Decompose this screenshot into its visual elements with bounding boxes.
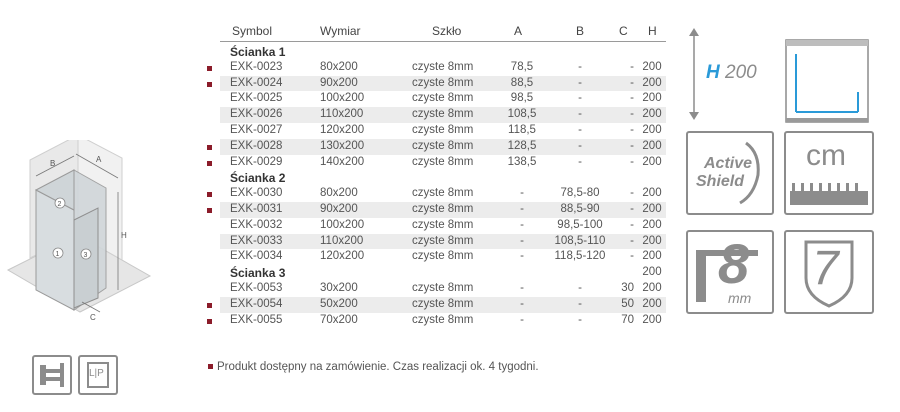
table-row <box>220 218 666 234</box>
mounting-icon <box>32 355 72 395</box>
cell-b: - <box>578 155 582 168</box>
cell-dimension: 130x200 <box>320 139 365 152</box>
cell-h: 200 <box>642 76 662 89</box>
cell-dimension: 110x200 <box>320 234 364 247</box>
cell-dimension: 30x200 <box>320 282 358 294</box>
cell-b: 118,5-120 <box>554 250 606 263</box>
cell-glass: czyste 8mm <box>412 203 474 215</box>
table-row <box>220 249 666 265</box>
cell-b: - <box>578 124 582 136</box>
cell-symbol: EXK-0033 <box>230 234 283 247</box>
height-arrow-icon <box>684 28 704 120</box>
diagram-label-a: A <box>96 155 102 164</box>
cell-a: - <box>520 203 524 215</box>
cell-glass: czyste 8mm <box>412 313 474 326</box>
cell-glass: czyste 8mm <box>412 124 474 136</box>
lp-label: L|P <box>89 368 104 379</box>
table-row <box>220 91 666 107</box>
cell-b: - <box>578 297 582 310</box>
order-only-marker <box>207 82 212 87</box>
cell-c: - <box>630 155 634 168</box>
section3-height: 200 <box>642 266 662 279</box>
cell-symbol: EXK-0034 <box>230 250 283 263</box>
diagram-label-b: B <box>50 159 56 168</box>
table-row <box>220 234 666 250</box>
header-b: B <box>576 24 585 38</box>
cell-c: 70 <box>621 313 634 326</box>
cell-c: 30 <box>621 282 634 294</box>
cell-b: 88,5-90 <box>560 203 600 215</box>
cell-b: - <box>578 108 582 121</box>
header-glass: Szkło <box>432 24 462 38</box>
cell-h: 200 <box>642 313 662 326</box>
table-row <box>220 202 666 218</box>
cell-symbol: EXK-0028 <box>230 139 283 152</box>
cell-dimension: 140x200 <box>320 155 365 168</box>
cell-glass: czyste 8mm <box>412 60 474 73</box>
cell-dimension: 90x200 <box>320 76 358 89</box>
cell-symbol: EXK-0055 <box>230 313 283 326</box>
cell-glass: czyste 8mm <box>412 108 474 121</box>
cell-symbol: EXK-0025 <box>230 92 283 105</box>
cell-b: - <box>578 282 582 294</box>
cell-b: - <box>578 76 582 89</box>
cell-c: - <box>630 203 634 215</box>
cell-b: 98,5-100 <box>557 218 603 231</box>
cell-dimension: 80x200 <box>320 187 358 200</box>
cell-a: - <box>520 297 524 310</box>
thickness-unit: mm <box>728 290 752 306</box>
cell-c: - <box>630 218 634 231</box>
cell-a: 108,5 <box>507 108 537 121</box>
cell-h: 200 <box>642 218 662 231</box>
cell-a: - <box>520 187 524 200</box>
cell-symbol: EXK-0032 <box>230 218 283 231</box>
diagram-panel-3: 3 <box>83 252 88 259</box>
cell-glass: czyste 8mm <box>412 250 474 263</box>
cell-glass: czyste 8mm <box>412 187 474 200</box>
cell-c: - <box>630 92 634 105</box>
cell-glass: czyste 8mm <box>412 92 474 105</box>
cell-dimension: 90x200 <box>320 203 358 215</box>
order-only-marker <box>207 303 212 308</box>
table-row <box>220 123 666 139</box>
cell-c: - <box>630 60 634 73</box>
height-badge <box>706 62 757 84</box>
cell-glass: czyste 8mm <box>412 139 474 152</box>
left-right-reversible-icon <box>78 355 118 395</box>
order-only-marker <box>207 145 212 150</box>
footnote-text: Produkt dostępny na zamówienie. Czas realizacji ok. 4 tygodni. <box>217 361 539 373</box>
order-only-marker <box>207 192 212 197</box>
cell-h: 200 <box>642 250 662 263</box>
height-letter: H <box>706 62 720 83</box>
cell-a: - <box>520 218 524 231</box>
cell-h: 200 <box>642 297 662 310</box>
cell-c: - <box>630 139 634 152</box>
height-value: 200 <box>725 62 757 83</box>
header-dimension: Wymiar <box>320 24 361 38</box>
cell-glass: czyste 8mm <box>412 234 474 247</box>
cell-symbol: EXK-0053 <box>230 282 283 294</box>
active-shield-line1: Active <box>704 155 753 172</box>
cell-dimension: 80x200 <box>320 60 358 73</box>
active-shield-badge <box>686 131 774 215</box>
table-row <box>220 107 666 123</box>
cell-c: - <box>630 108 634 121</box>
table-row <box>220 155 666 171</box>
cell-a: - <box>520 313 524 326</box>
cell-symbol: EXK-0026 <box>230 108 283 121</box>
cell-a: - <box>520 250 524 263</box>
order-only-marker <box>207 319 212 324</box>
cell-b: 78,5-80 <box>560 187 600 200</box>
table-row <box>220 281 666 297</box>
cell-b: - <box>578 313 582 326</box>
cell-symbol: EXK-0030 <box>230 187 283 200</box>
table-row <box>220 76 666 92</box>
cell-dimension: 110x200 <box>320 108 364 121</box>
cell-h: 200 <box>642 124 662 136</box>
order-only-marker <box>207 208 212 213</box>
cell-a: 138,5 <box>507 155 537 168</box>
section-label: Ścianka 3 <box>230 266 286 281</box>
cell-dimension: 100x200 <box>320 92 365 105</box>
cell-glass: czyste 8mm <box>412 297 474 310</box>
cell-h: 200 <box>642 187 662 200</box>
cell-dimension: 120x200 <box>320 124 365 136</box>
header-c: C <box>619 24 628 38</box>
cell-b: - <box>578 60 582 73</box>
header-symbol: Symbol <box>232 24 273 38</box>
cell-h: 200 <box>642 139 662 152</box>
header-divider <box>220 41 666 42</box>
cm-adjustment-badge <box>784 131 874 215</box>
cell-dimension: 120x200 <box>320 250 365 263</box>
cell-h: 200 <box>642 282 662 294</box>
availability-footnote <box>208 361 539 373</box>
cell-c: - <box>630 76 634 89</box>
cell-a: 98,5 <box>510 92 534 105</box>
table-row <box>220 139 666 155</box>
section-label: Ścianka 1 <box>230 45 286 59</box>
glass-thickness-badge <box>686 230 774 314</box>
cell-c: - <box>630 124 634 136</box>
cell-a: 118,5 <box>508 124 536 136</box>
footnote-marker <box>208 364 213 369</box>
cell-c: - <box>630 234 634 247</box>
cell-b: 108,5-110 <box>554 234 606 247</box>
diagram-label-h: H <box>121 231 127 240</box>
cm-label: cm <box>806 139 846 172</box>
cell-a: 128,5 <box>507 139 537 152</box>
cell-symbol: EXK-0023 <box>230 60 283 73</box>
diagram-panel-2: 2 <box>57 201 62 208</box>
cell-c: - <box>630 187 634 200</box>
table-row <box>220 186 666 202</box>
diagram-panel-1: 1 <box>55 251 60 258</box>
shower-wall-diagram <box>0 140 160 340</box>
section-label: Ścianka 2 <box>230 171 286 186</box>
table-row <box>220 60 666 76</box>
cell-glass: czyste 8mm <box>412 282 474 294</box>
cell-glass: czyste 8mm <box>412 155 474 168</box>
cell-a: 78,5 <box>510 60 534 73</box>
cell-a: - <box>520 282 524 294</box>
cell-glass: czyste 8mm <box>412 76 474 89</box>
header-h: H <box>648 24 657 38</box>
cell-dimension: 50x200 <box>320 297 358 310</box>
cell-c: 50 <box>621 297 634 310</box>
cell-a: - <box>520 234 524 247</box>
cell-h: 200 <box>642 234 662 247</box>
cell-c: - <box>630 250 634 263</box>
cell-h: 200 <box>642 108 662 121</box>
cell-symbol: EXK-0027 <box>230 124 283 136</box>
cell-symbol: EXK-0029 <box>230 155 283 168</box>
wall-profile-icon <box>784 32 874 124</box>
cell-a: 88,5 <box>510 76 534 89</box>
cell-b: - <box>578 139 582 152</box>
cell-h: 200 <box>642 203 662 215</box>
diagram-label-c: C <box>90 313 96 322</box>
cell-dimension: 70x200 <box>320 313 358 326</box>
table-row <box>220 313 666 329</box>
cell-b: - <box>578 92 582 105</box>
cell-h: 200 <box>642 155 662 168</box>
thickness-value: 8 <box>718 232 750 295</box>
cell-dimension: 100x200 <box>320 218 365 231</box>
warranty-badge <box>784 230 874 314</box>
cell-symbol: EXK-0054 <box>230 297 283 310</box>
order-only-marker <box>207 161 212 166</box>
cell-h: 200 <box>642 92 662 105</box>
header-a: A <box>514 24 523 38</box>
cell-glass: czyste 8mm <box>412 218 474 231</box>
cell-h: 200 <box>642 60 662 73</box>
cell-symbol: EXK-0024 <box>230 76 283 89</box>
active-shield-line2: Shield <box>696 173 745 190</box>
table-row <box>220 297 666 313</box>
order-only-marker <box>207 66 212 71</box>
warranty-value: 7 <box>812 242 839 295</box>
cell-symbol: EXK-0031 <box>230 203 283 215</box>
